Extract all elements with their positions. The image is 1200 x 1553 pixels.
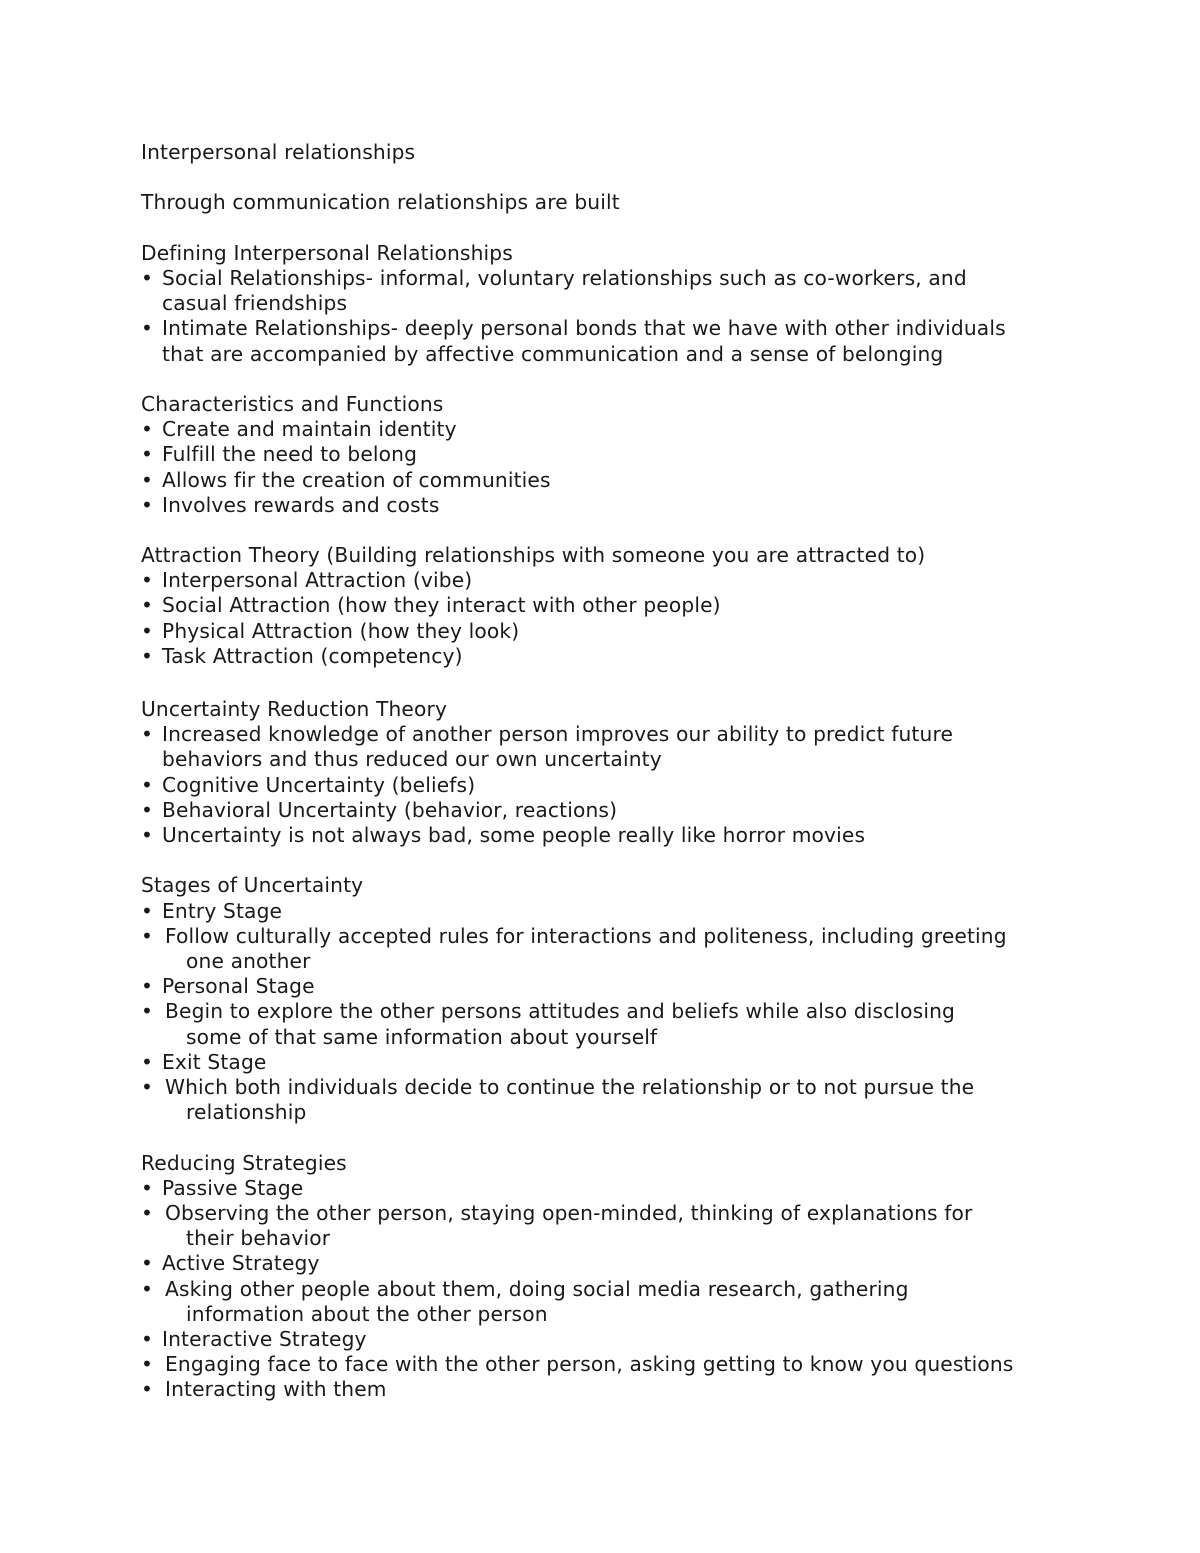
section [141,392,1200,518]
bullet-text: Fulfill the need to belong [162,442,418,467]
bullet-text: Interpersonal Attraction (vibe) [162,568,473,593]
bullet-text: Create and maintain identity [162,417,457,442]
bullet-text: Social Relationships- informal, voluntary relationships such as co-workers, and [162,265,967,290]
spacer [141,1125,1200,1150]
bullet-text: Task Attraction (competency) [162,643,463,668]
bullet-item [141,798,1200,823]
bullet-item [141,1251,1200,1276]
bullet-glyph: • [141,1175,154,1200]
bullet-text: Uncertainty is not always bad, some people really like horror movies [162,823,866,848]
bullet-glyph: • [141,898,154,923]
bullet-continuation: relationship [186,1100,307,1125]
bullet-item [141,899,1200,924]
section [141,543,1200,669]
bullet-text: Personal Stage [162,974,315,999]
bullet-glyph: • [141,1251,154,1276]
bullet-item [141,442,1200,467]
document-title: Interpersonal relationships [141,140,416,164]
bullet-glyph: • [141,467,154,492]
bullet-continuation: casual friendships [162,291,348,316]
sub-bullet-item [141,999,1200,1049]
section [141,697,1200,848]
bullet-glyph: • [141,265,154,290]
bullet-item [141,619,1200,644]
bullet-glyph: • [141,1201,154,1226]
intro-text: Through communication relationships are built [141,190,620,215]
spacer [141,518,1200,543]
bullet-glyph: • [141,593,154,618]
bullet-item [141,773,1200,798]
bullet-continuation: some of that same information about yourself [186,1024,658,1049]
bullet-item [141,468,1200,493]
bullet-continuation: behaviors and thus reduced our own uncertainty [162,747,662,772]
bullet-text: Observing the other person, staying open-minded, thinking of explanations for [165,1201,973,1226]
bullet-glyph: • [141,442,154,467]
bullet-continuation: that are accompanied by affective communication and a sense of belonging [162,341,944,366]
bullet-text: Entry Stage [162,898,283,923]
bullet-glyph: • [141,316,154,341]
sub-bullet-item [141,1352,1200,1377]
bullet-continuation: their behavior [186,1226,331,1251]
bullet-text: Interacting with them [165,1377,387,1402]
sub-bullet-item [141,1277,1200,1327]
bullet-text: Behavioral Uncertainty (behavior, reactions) [162,797,618,822]
bullet-item [141,974,1200,999]
bullet-text: Active Strategy [162,1251,320,1276]
bullet-glyph: • [141,568,154,593]
section [141,1151,1200,1403]
bullet-text: Begin to explore the other persons attitudes and beliefs while also disclosing [165,999,956,1024]
bullet-item [141,316,1200,366]
bullet-glyph: • [141,492,154,517]
bullet-text: Engaging face to face with the other person, asking getting to know you questions [165,1352,1014,1377]
bullet-text: Involves rewards and costs [162,492,440,517]
bullet-glyph: • [141,1352,154,1377]
sub-bullet-item [141,1377,1200,1402]
bullet-glyph: • [141,722,154,747]
bullet-text: Asking other people about them, doing social media research, gathering [165,1276,909,1301]
bullet-glyph: • [141,797,154,822]
bullet-continuation: information about the other person [186,1301,548,1326]
bullet-text: Physical Attraction (how they look) [162,618,520,643]
spacer [141,216,1200,241]
bullet-glyph: • [141,1327,154,1351]
bullet-glyph: • [141,618,154,643]
sub-bullet-item [141,1075,1200,1125]
bullet-continuation: one another [186,949,311,974]
bullet-glyph: • [141,923,154,948]
bullet-glyph: • [141,974,154,999]
spacer [141,848,1200,873]
bullet-item [141,1327,1200,1352]
section [141,241,1200,367]
bullet-text: Increased knowledge of another person improves our ability to predict future [162,722,954,747]
bullet-text: Allows fir the creation of communities [162,467,551,492]
bullet-text: Exit Stage [162,1049,267,1074]
bullet-item [141,722,1200,772]
bullet-item [141,1050,1200,1075]
bullet-glyph: • [141,1276,154,1301]
bullet-glyph: • [141,772,154,797]
spacer [141,669,1200,697]
bullet-text: Which both individuals decide to continue the relationship or to not pursue the [165,1075,975,1100]
bullet-text: Interactive Strategy [162,1327,367,1351]
bullet-text: Social Attraction (how they interact with other people) [162,593,721,618]
bullet-item [141,644,1200,669]
section-heading: Stages of Uncertainty [141,873,364,898]
bullet-glyph: • [141,823,154,848]
sub-bullet-item [141,924,1200,974]
bullet-glyph: • [141,417,154,442]
section-heading: Characteristics and Functions [141,391,444,416]
section-heading: Uncertainty Reduction Theory [141,697,448,722]
sub-bullet-item [141,1201,1200,1251]
sections-container [141,241,1200,1403]
bullet-item [141,593,1200,618]
bullet-item [141,493,1200,518]
spacer [141,367,1200,392]
bullet-item [141,568,1200,593]
bullet-glyph: • [141,1075,154,1100]
bullet-text: Passive Stage [162,1175,304,1200]
bullet-item [141,417,1200,442]
bullet-item [141,823,1200,848]
bullet-glyph: • [141,999,154,1024]
section-heading: Reducing Strategies [141,1150,347,1175]
bullet-glyph: • [141,643,154,668]
bullet-item [141,266,1200,316]
section [141,873,1200,1125]
bullet-text: Follow culturally accepted rules for interactions and politeness, including greeting [165,923,1007,948]
section-heading: Defining Interpersonal Relationships [141,240,513,265]
bullet-glyph: • [141,1377,154,1402]
section-heading: Attraction Theory (Building relationships with someone you are attracted to) [141,543,926,568]
bullet-text: Intimate Relationships- deeply personal bonds that we have with other individuals [162,316,1006,341]
bullet-glyph: • [141,1049,154,1074]
bullet-item [141,1176,1200,1201]
bullet-text: Cognitive Uncertainty (beliefs) [162,772,476,797]
